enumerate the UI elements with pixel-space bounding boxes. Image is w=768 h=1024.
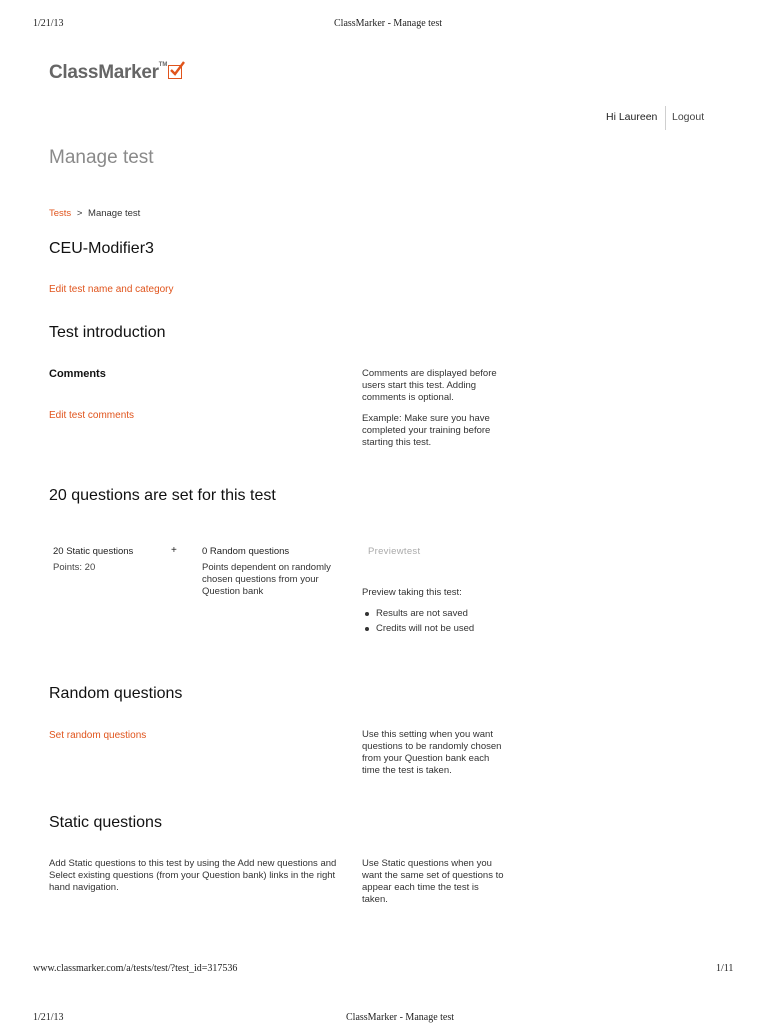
static-questions-count: 20 Static questions: [53, 546, 134, 557]
print-footer-page: 1/11: [716, 963, 734, 974]
questions-summary-heading: 20 questions are set for this test: [49, 487, 276, 504]
page-title: Manage test: [49, 147, 154, 168]
logo-text: ClassMarker: [49, 62, 159, 83]
checkmark-icon: [168, 65, 182, 79]
nav-divider: [665, 106, 666, 130]
print-footer-url: www.classmarker.com/a/tests/test/?test_id=317536: [33, 963, 238, 974]
intro-heading: Test introduction: [49, 324, 166, 341]
test-name: CEU-Modifier3: [49, 240, 154, 257]
next-page-title: ClassMarker - Manage test: [346, 1012, 455, 1023]
logo-trademark: TM: [158, 62, 168, 68]
plus-sign: +: [171, 545, 177, 556]
comments-help-text: Comments are displayed before users start this test. Adding comments is optional.: [362, 368, 497, 403]
static-questions-points: Points: 20: [53, 562, 96, 573]
print-date: 1/21/13: [33, 18, 64, 29]
random-questions-heading: Random questions: [49, 685, 183, 702]
greeting: Hi Laureen: [606, 111, 658, 123]
static-questions-help: Use Static questions when you want the same set of questions to appear each time the test is taken.: [362, 858, 504, 905]
logout-link[interactable]: Logout: [672, 111, 705, 123]
static-questions-heading: Static questions: [49, 814, 162, 831]
edit-test-comments-link[interactable]: Edit test comments: [49, 410, 135, 421]
static-questions-body: Add Static questions to this test by using the Add new questions and Select existing questions (from your Question bank) links in the right hand navigation.: [49, 858, 337, 893]
random-questions-count: 0 Random questions: [202, 546, 290, 557]
random-questions-help: Use this setting when you want questions to be randomly chosen from your Question bank each time the test is taken.: [362, 729, 502, 776]
breadcrumb-tests-link[interactable]: Tests: [49, 208, 72, 219]
random-questions-points: Points dependent on randomly chosen questions from your Question bank: [202, 562, 331, 597]
preview-note-item: Results are not saved: [362, 606, 474, 621]
classmarker-logo[interactable]: [49, 62, 182, 84]
preview-test-button[interactable]: Previewtest: [368, 546, 421, 557]
print-title: ClassMarker - Manage test: [334, 18, 443, 29]
breadcrumb-current: Manage test: [88, 208, 141, 219]
breadcrumb-separator: >: [76, 208, 83, 219]
edit-test-name-link[interactable]: Edit test name and category: [49, 284, 174, 295]
preview-label: Preview taking this test:: [362, 587, 462, 598]
next-page-date: 1/21/13: [33, 1012, 64, 1023]
preview-note-item: Credits will not be used: [362, 621, 474, 636]
comments-label: Comments: [49, 368, 106, 380]
breadcrumb: [49, 208, 140, 219]
preview-notes-list: [362, 606, 474, 636]
comments-example-text: Example: Make sure you have completed your training before starting this test.: [362, 413, 491, 448]
set-random-questions-link[interactable]: Set random questions: [49, 730, 147, 741]
